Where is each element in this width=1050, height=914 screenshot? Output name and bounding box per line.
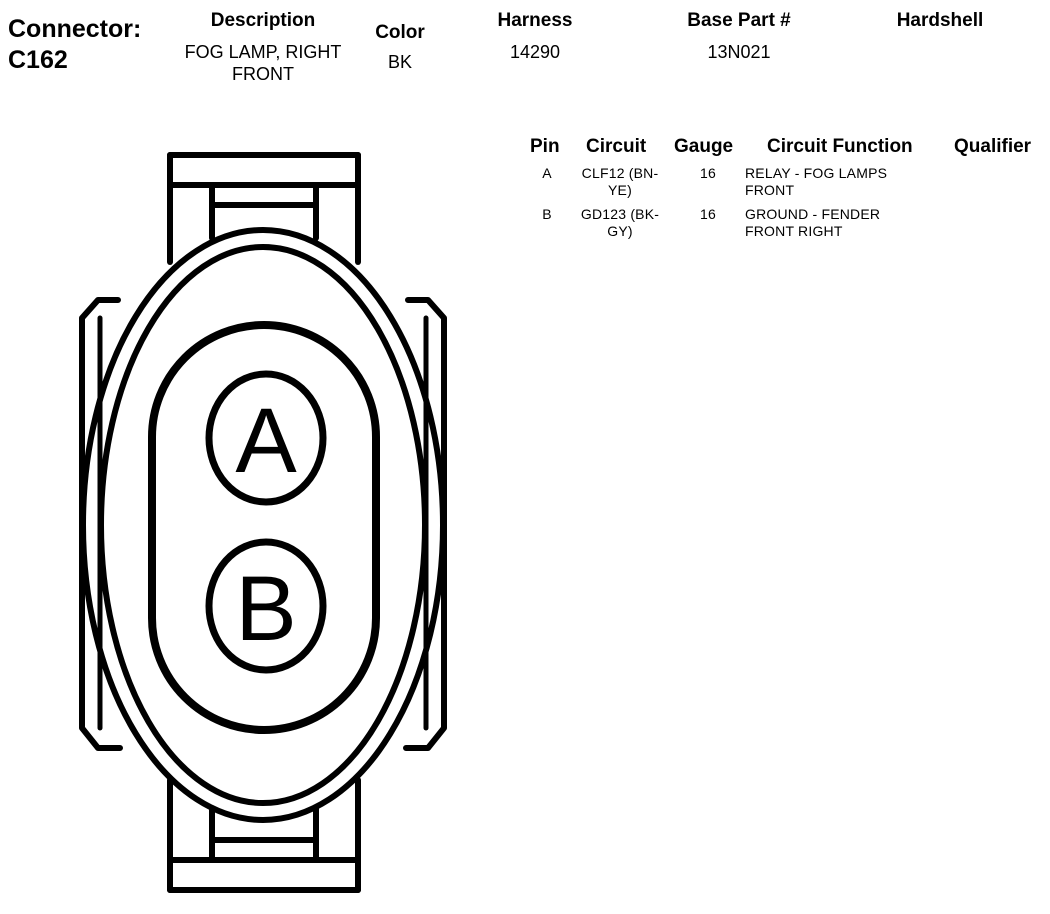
connector-id: C162 xyxy=(8,46,68,74)
pin-a-label: A xyxy=(235,390,297,492)
description-value-line2: FRONT xyxy=(232,64,294,84)
row-b-gauge: 16 xyxy=(700,206,716,222)
function-header: Circuit Function xyxy=(767,136,913,157)
circuit-header: Circuit xyxy=(586,136,647,157)
row-a-function-line2: FRONT xyxy=(745,182,795,198)
description-value-line1: FOG LAMP, RIGHT xyxy=(184,42,342,62)
row-a-function-line1: RELAY - FOG LAMPS xyxy=(745,165,888,181)
pin-b-label: B xyxy=(235,558,297,660)
qualifier-header: Qualifier xyxy=(954,136,1032,157)
row-b-circuit-line1: GD123 (BK- xyxy=(580,206,660,222)
connector-label: Connector: xyxy=(8,15,142,43)
harness-value: 14290 xyxy=(509,42,561,62)
description-header: Description xyxy=(210,10,316,31)
color-header: Color xyxy=(375,22,425,43)
base-part-header: Base Part # xyxy=(687,10,791,31)
row-a-circuit-line1: CLF12 (BN- xyxy=(581,165,659,181)
row-a-circuit-line2: YE) xyxy=(608,182,632,198)
row-b-pin: B xyxy=(542,206,552,222)
pin-header: Pin xyxy=(530,136,560,157)
hardshell-header: Hardshell xyxy=(896,10,984,31)
color-value: BK xyxy=(387,52,412,72)
row-a-gauge: 16 xyxy=(700,165,716,181)
row-b-circuit-line2: GY) xyxy=(607,223,633,239)
row-a-pin: A xyxy=(542,165,552,181)
row-b-function-line1: GROUND - FENDER xyxy=(745,206,881,222)
gauge-header: Gauge xyxy=(674,136,734,157)
row-b-function-line2: FRONT RIGHT xyxy=(745,223,843,239)
harness-header: Harness xyxy=(497,10,573,31)
base-part-value: 13N021 xyxy=(707,42,771,62)
